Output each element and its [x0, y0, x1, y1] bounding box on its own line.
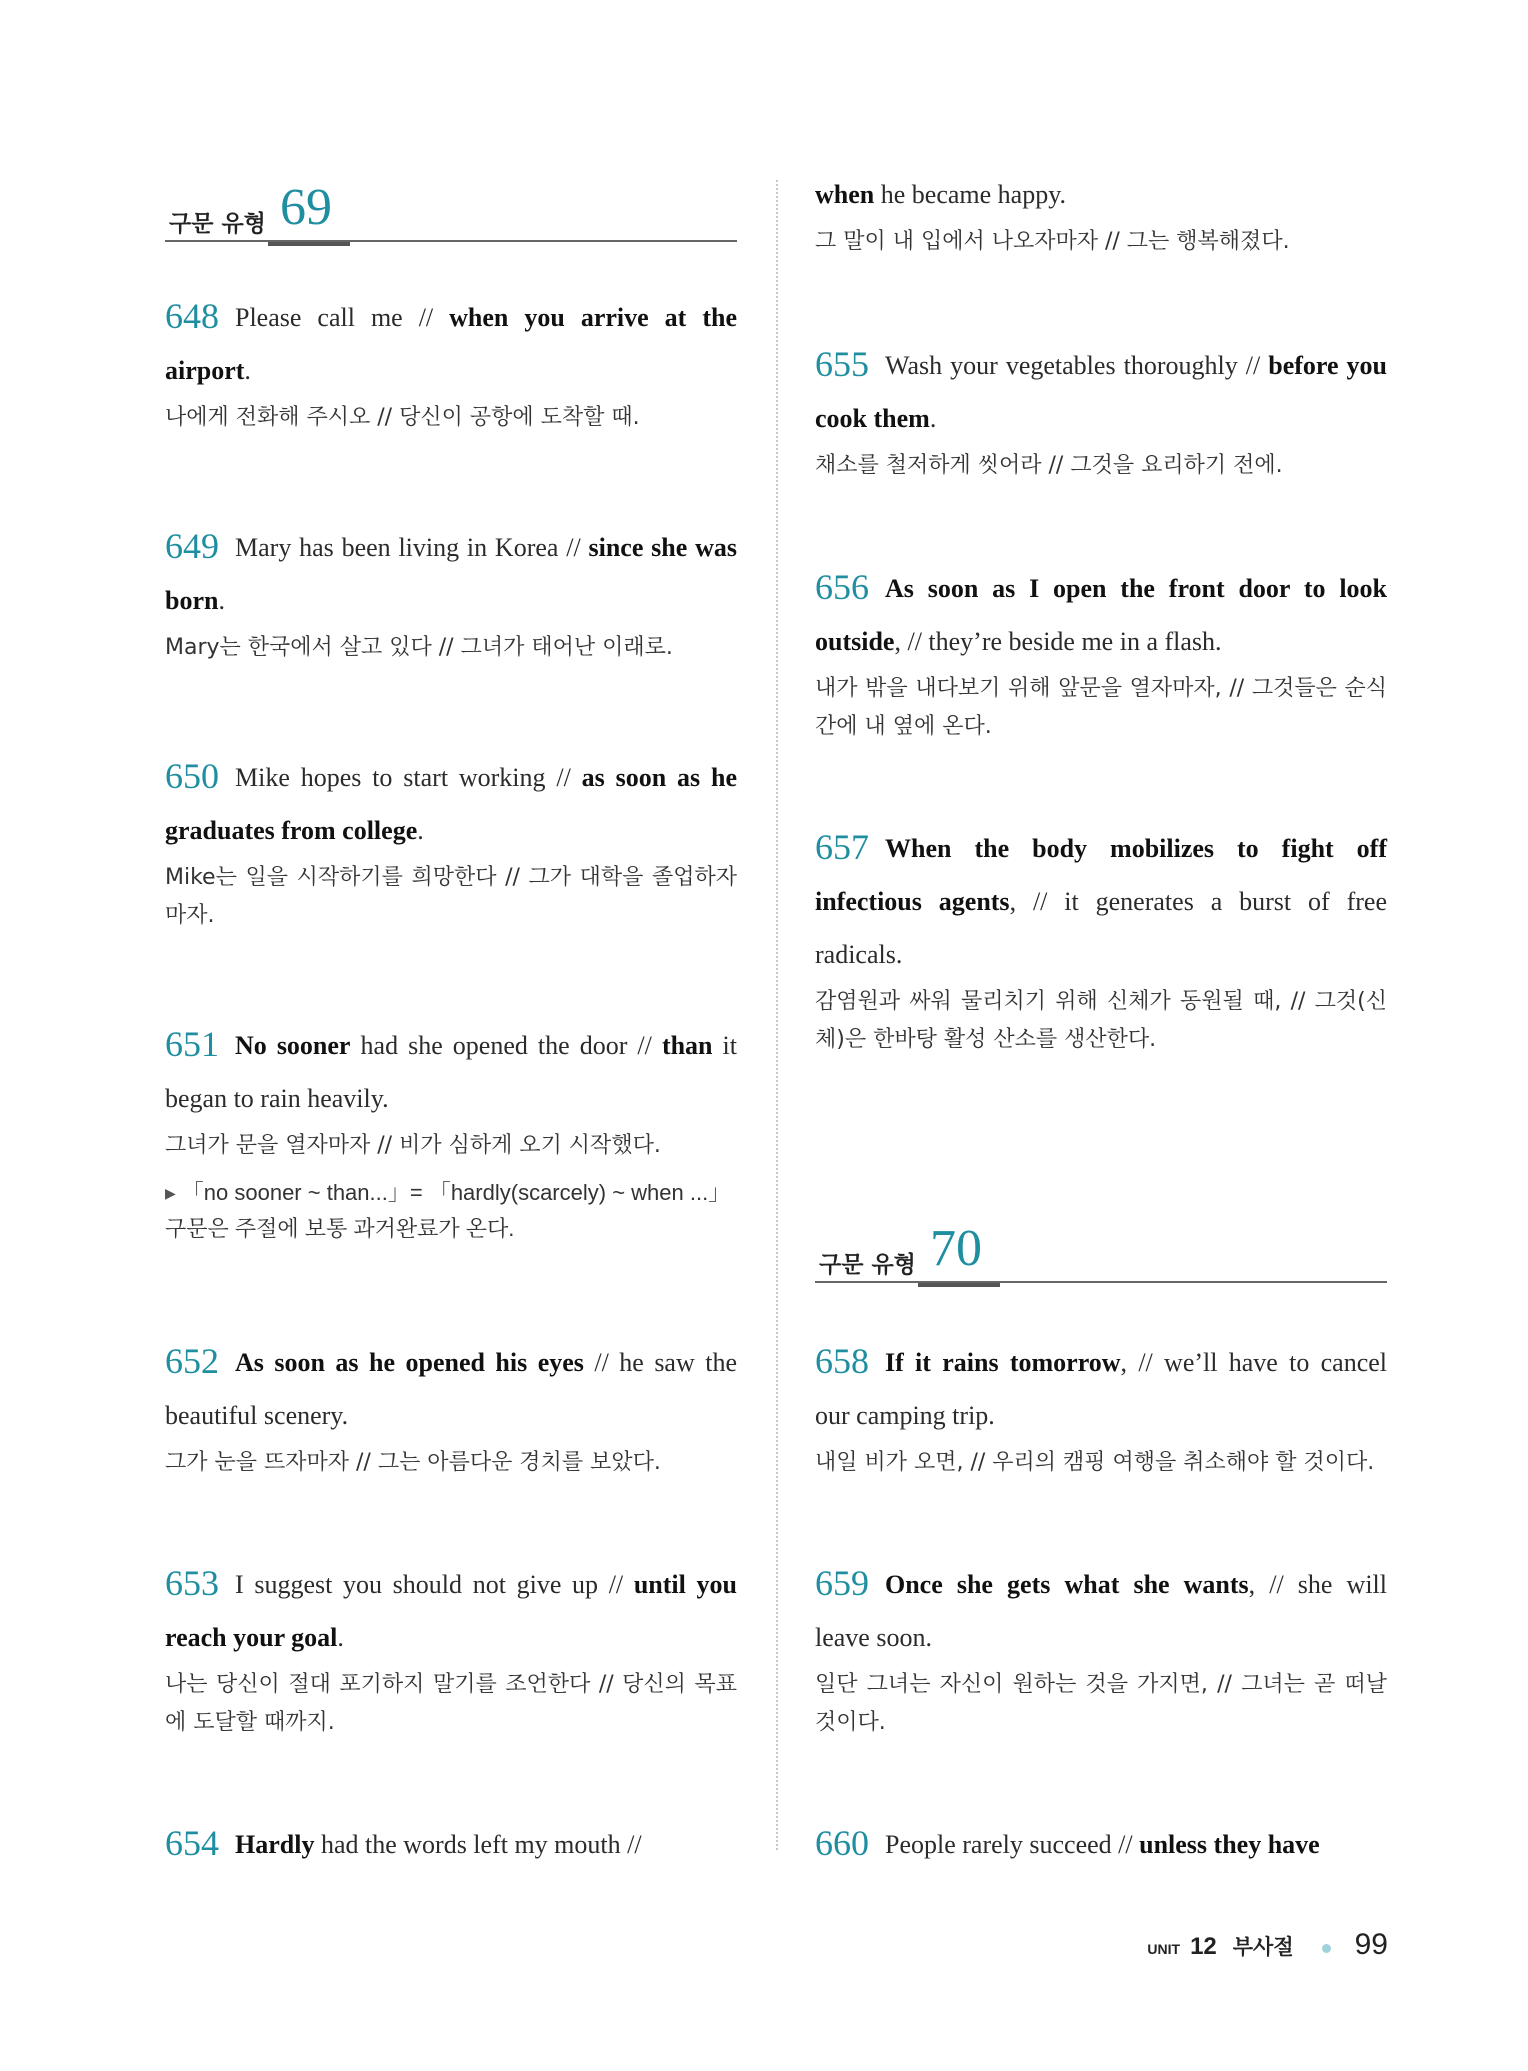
sentence-number: 650: [165, 756, 219, 796]
english-sentence: [815, 561, 1387, 668]
clause-highlight: until you reach your goal: [165, 1570, 737, 1652]
footer-dot: [1322, 1944, 1331, 1953]
sentence-text: , // it generates a burst of free radicals.: [815, 887, 1387, 969]
english-sentence: [165, 1557, 737, 1664]
section-rule: [815, 1281, 1387, 1283]
english-sentence: [815, 1557, 1387, 1664]
sentence-text: People rarely succeed //: [885, 1830, 1140, 1859]
sentence-item: [815, 1557, 1387, 1742]
sentence-text: he became happy.: [874, 180, 1067, 209]
sentence-number: 660: [815, 1823, 869, 1863]
clause-highlight: As soon as I open the front door to look outside: [815, 574, 1387, 656]
english-sentence: [165, 1335, 737, 1442]
sentence-text: Please call me //: [235, 303, 450, 332]
clause-highlight: unless they have: [1139, 1830, 1320, 1859]
section-header-70: [815, 1220, 1387, 1283]
section-rule: [165, 240, 737, 242]
clause-highlight: when: [815, 180, 875, 209]
korean-translation: 일단 그녀는 자신이 원하는 것을 가지면, // 그녀는 곧 떠날 것이다.: [815, 1672, 1387, 1735]
page-number: 99: [1354, 1928, 1388, 1961]
korean-translation: 그녀가 문을 열자마자 // 비가 심하게 오기 시작했다.: [165, 1133, 661, 1158]
sentence-number: 649: [165, 526, 219, 566]
sentence-number: 653: [165, 1563, 219, 1603]
sentence-item: [165, 1018, 737, 1247]
grammar-note-text: 「no sooner ~ than...」= 「hardly(scarcely) ~ when ...」구문은 주절에 보통 과거완료가 온다.: [165, 1180, 731, 1241]
column-divider: [776, 180, 778, 1850]
english-sentence: [815, 168, 1387, 221]
sentence-item: [165, 290, 737, 437]
section-number: 69: [280, 179, 332, 236]
sentence-text: .: [417, 816, 424, 845]
unit-number: 12: [1190, 1933, 1217, 1960]
english-sentence: [165, 1817, 737, 1871]
sentence-item: [815, 168, 1387, 261]
korean-translation: 나는 당신이 절대 포기하지 말기를 조언한다 // 당신의 목표에 도달할 때까지.: [165, 1672, 737, 1735]
sentence-number: 657: [815, 827, 869, 867]
unit-title: 부사절: [1232, 1935, 1294, 1959]
english-sentence: [815, 1335, 1387, 1442]
english-sentence: [165, 750, 737, 857]
clause-highlight: Once she gets what she wants: [885, 1570, 1249, 1599]
section-number: 70: [930, 1220, 982, 1277]
korean-translation: 내가 밖을 내다보기 위해 앞문을 열자마자, // 그것들은 순식간에 내 옆에 온다.: [815, 676, 1387, 739]
sentence-number: 658: [815, 1341, 869, 1381]
english-sentence: [815, 338, 1387, 445]
sentence-text: it began to rain heavily.: [165, 1031, 738, 1113]
sentence-number: 654: [165, 1823, 219, 1863]
english-sentence: [815, 1817, 1387, 1871]
triangle-bullet-icon: ▶: [165, 1185, 176, 1201]
sentence-item: [165, 1817, 737, 1871]
sentence-item: [165, 1335, 737, 1482]
korean-translation: 채소를 철저하게 씻어라 // 그것을 요리하기 전에.: [815, 453, 1283, 478]
clause-highlight: No sooner: [235, 1031, 351, 1060]
clause-highlight: before you cook them: [815, 351, 1387, 433]
sentence-item: [815, 821, 1387, 1059]
clause-highlight: As soon as he opened his eyes: [235, 1348, 584, 1377]
sentence-number: 651: [165, 1024, 219, 1064]
sentence-text: // he saw the beautiful scenery.: [165, 1348, 737, 1430]
sentence-text: , // they’re beside me in a flash.: [894, 627, 1222, 656]
sentence-text: I suggest you should not give up //: [235, 1570, 634, 1599]
sentence-number: 656: [815, 567, 869, 607]
sentence-text: , // we’ll have to cancel our camping trip.: [815, 1348, 1387, 1430]
clause-highlight: than: [661, 1031, 713, 1060]
sentence-number: 648: [165, 296, 219, 336]
unit-label: UNIT: [1147, 1941, 1181, 1957]
sentence-item: [815, 1335, 1387, 1482]
sentence-text: had she opened the door //: [350, 1031, 662, 1060]
sentence-text: .: [929, 404, 937, 433]
sentence-text: .: [244, 356, 251, 385]
clause-highlight: when you arrive at the airport: [165, 303, 737, 385]
english-sentence: [165, 1018, 737, 1125]
english-sentence: [815, 821, 1387, 981]
clause-highlight: When the body mobilizes to fight off infectious agents: [815, 834, 1387, 916]
korean-translation: 감염원과 싸워 물리치기 위해 신체가 동원될 때, // 그것(신체)은 한바탕 활성 산소를 생산한다.: [815, 989, 1387, 1052]
sentence-item: [815, 561, 1387, 746]
sentence-item: [815, 1817, 1387, 1871]
sentence-text: Mike hopes to start working //: [235, 763, 582, 792]
korean-translation: Mike는 일을 시작하기를 희망한다 // 그가 대학을 졸업하자마자.: [165, 865, 737, 928]
clause-highlight: If it rains tomorrow: [885, 1348, 1121, 1377]
page-footer: [1147, 1928, 1388, 1968]
sentence-text: Wash your vegetables thoroughly //: [885, 351, 1269, 380]
sentence-text: .: [337, 1623, 344, 1652]
english-sentence: [165, 520, 737, 627]
sentence-item: [165, 520, 737, 667]
section-tag: 구문 유형: [169, 211, 266, 237]
korean-translation: 그가 눈을 뜨자마자 // 그는 아름다운 경치를 보았다.: [165, 1450, 661, 1475]
english-sentence: [165, 290, 737, 397]
sentence-item: [165, 750, 737, 935]
clause-highlight: as soon as he graduates from college: [165, 763, 737, 845]
sentence-item: [165, 1557, 737, 1742]
korean-translation: 내일 비가 오면, // 우리의 캠핑 여행을 취소해야 할 것이다.: [815, 1450, 1375, 1475]
korean-translation: 나에게 전화해 주시오 // 당신이 공항에 도착할 때.: [165, 405, 640, 430]
sentence-number: 659: [815, 1563, 869, 1603]
clause-highlight: Hardly: [235, 1830, 315, 1859]
grammar-note: [165, 1175, 737, 1247]
sentence-text: .: [218, 586, 225, 615]
clause-highlight: since she was born: [165, 533, 737, 615]
section-header-69: [165, 179, 737, 242]
sentence-text: had the words left my mouth //: [314, 1830, 642, 1859]
sentence-number: 652: [165, 1341, 219, 1381]
korean-translation: Mary는 한국에서 살고 있다 // 그녀가 태어난 이래로.: [165, 635, 673, 660]
sentence-item: [815, 338, 1387, 485]
sentence-text: Mary has been living in Korea //: [235, 533, 589, 562]
sentence-text: , // she will leave soon.: [815, 1570, 1387, 1652]
sentence-number: 655: [815, 344, 869, 384]
korean-translation: 그 말이 내 입에서 나오자마자 // 그는 행복해졌다.: [815, 229, 1290, 254]
section-tag: 구문 유형: [819, 1252, 916, 1278]
